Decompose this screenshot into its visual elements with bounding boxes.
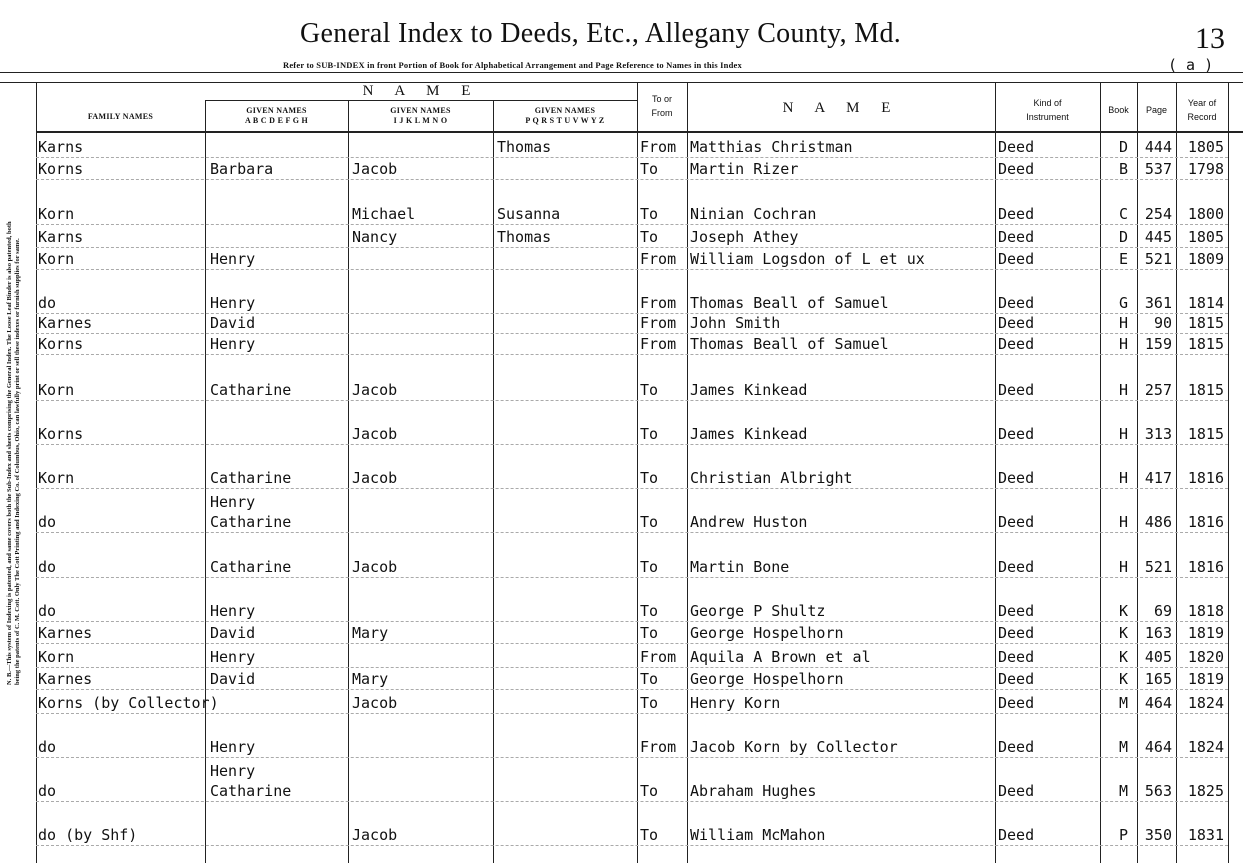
given-names-pz-header [493, 106, 637, 126]
family-name-cell: Korn [38, 250, 75, 268]
row-guide-line [36, 224, 1228, 225]
book-cell: K [1118, 648, 1128, 666]
page-cell: 254 [1144, 205, 1172, 223]
given-name-io-cell: Jacob [352, 694, 398, 712]
year-cell: 1816 [1187, 469, 1224, 487]
family-name-cell: Karnes [38, 670, 93, 688]
given-name-ah-cell: Catharine [210, 381, 292, 399]
instrument-kind-cell: Deed [998, 558, 1035, 576]
year-cell: 1809 [1187, 250, 1224, 268]
year-cell: 1815 [1187, 335, 1224, 353]
given-name-io-cell: Jacob [352, 160, 398, 178]
party-name-cell: Martin Rizer [690, 160, 799, 178]
given-name-ah-cell: Henry [210, 250, 256, 268]
name-right-header: N A M E [782, 100, 900, 116]
family-name-cell: Karnes [38, 624, 93, 642]
instrument-kind-cell: Deed [998, 335, 1035, 353]
book-cell: P [1118, 826, 1128, 844]
given-name-ah-cell: Catharine [210, 558, 292, 576]
row-guide-line [36, 354, 1228, 355]
family-name-cell: Korn [38, 381, 75, 399]
year-cell: 1815 [1187, 314, 1224, 332]
family-name-cell: Korns [38, 425, 84, 443]
year-cell: 1805 [1187, 138, 1224, 156]
page-cell: 537 [1144, 160, 1172, 178]
party-name-cell: John Smith [690, 314, 781, 332]
party-name-cell: Thomas Beall of Samuel [690, 335, 889, 353]
book-cell: E [1118, 250, 1128, 268]
instrument-kind-cell: Deed [998, 624, 1035, 642]
party-name-cell: William McMahon [690, 826, 826, 844]
book-cell: H [1118, 314, 1128, 332]
party-name-cell: Matthias Christman [690, 138, 853, 156]
to-from-cell: To [640, 160, 659, 178]
to-from-cell: From [640, 314, 677, 332]
given-name-pz-cell: Susanna [497, 205, 561, 223]
given-name-ah-cell: Henry [210, 738, 256, 756]
page-cell: 464 [1144, 738, 1172, 756]
page-cell: 69 [1153, 602, 1172, 620]
given-name-ah-cell: Catharine [210, 782, 292, 800]
to-from-cell: To [640, 782, 659, 800]
page-cell: 486 [1144, 513, 1172, 531]
party-name-cell: James Kinkead [690, 425, 808, 443]
to-from-header [637, 92, 687, 120]
party-name-cell: Martin Bone [690, 558, 790, 576]
row-guide-line [36, 757, 1228, 758]
given-name-ah-cell: Henry [210, 493, 256, 511]
instrument-kind-cell: Deed [998, 381, 1035, 399]
row-guide-line [36, 157, 1228, 158]
party-name-cell: Abraham Hughes [690, 782, 817, 800]
family-name-cell: Korns [38, 160, 84, 178]
col-divider [1176, 82, 1177, 863]
to-from-cell: From [640, 250, 677, 268]
to-from-cell: From [640, 294, 677, 312]
family-name-cell: do [38, 782, 57, 800]
party-name-cell: Joseph Athey [690, 228, 799, 246]
instrument-kind-cell: Deed [998, 228, 1035, 246]
party-name-cell: Christian Albright [690, 469, 853, 487]
instrument-kind-cell: Deed [998, 138, 1035, 156]
instrument-kind-cell: Deed [998, 694, 1035, 712]
col-divider [348, 100, 349, 863]
to-from-cell: From [640, 335, 677, 353]
family-name-cell: do [38, 294, 57, 312]
book-cell: H [1118, 469, 1128, 487]
given-name-io-cell: Jacob [352, 826, 398, 844]
page-cell: 313 [1144, 425, 1172, 443]
book-cell: M [1118, 782, 1128, 800]
given-name-io-cell: Jacob [352, 381, 398, 399]
col-divider [1228, 82, 1229, 863]
family-name-cell: do [38, 738, 57, 756]
instrument-kind-cell: Deed [998, 738, 1035, 756]
party-name-cell: George Hospelhorn [690, 670, 844, 688]
name-group-header: N A M E [362, 83, 480, 99]
side-note [4, 215, 28, 685]
book-cell: G [1118, 294, 1128, 312]
family-names-header: FAMILY NAMES [87, 112, 154, 121]
family-name-cell: Karns [38, 228, 84, 246]
page-title: General Index to Deeds, Etc., Allegany County, Md. [300, 18, 902, 49]
row-guide-line [36, 269, 1228, 270]
to-from-line2: From [651, 108, 673, 118]
col-divider [687, 82, 688, 863]
to-from-cell: From [640, 138, 677, 156]
party-name-cell: Jacob Korn by Collector [690, 738, 898, 756]
given-name-ah-cell: David [210, 314, 256, 332]
page-subtitle: Refer to SUB-INDEX in front Portion of Book for Alphabetical Arrangement and Page Reference to Names in this Index [283, 60, 742, 70]
given-name-ah-cell: Catharine [210, 469, 292, 487]
to-from-cell: To [640, 469, 659, 487]
given-name-ah-cell: Catharine [210, 513, 292, 531]
given-name-io-cell: Mary [352, 670, 389, 688]
row-guide-line [36, 667, 1228, 668]
top-rule [0, 72, 1243, 73]
page-cell: 521 [1144, 250, 1172, 268]
given-names-ah-header [205, 106, 348, 126]
year-cell: 1800 [1187, 205, 1224, 223]
book-cell: K [1118, 670, 1128, 688]
party-name-cell: James Kinkead [690, 381, 808, 399]
given-name-ah-cell: Barbara [210, 160, 274, 178]
col-divider [205, 100, 206, 863]
col-divider [637, 82, 638, 863]
page-cell: 350 [1144, 826, 1172, 844]
year-cell: 1816 [1187, 558, 1224, 576]
book-cell: M [1118, 694, 1128, 712]
row-guide-line [36, 333, 1228, 334]
to-from-cell: To [640, 558, 659, 576]
name-group-rule [205, 100, 637, 101]
instrument-kind-cell: Deed [998, 648, 1035, 666]
year-cell: 1819 [1187, 624, 1224, 642]
row-guide-line [36, 643, 1228, 644]
family-name-cell: Korn [38, 648, 75, 666]
to-from-cell: To [640, 624, 659, 642]
row-guide-line [36, 713, 1228, 714]
page-header: Page [1145, 105, 1168, 115]
row-guide-line [36, 179, 1228, 180]
col-divider [36, 82, 37, 863]
year-cell: 1819 [1187, 670, 1224, 688]
family-name-cell: Korns (by Collector) [38, 694, 219, 712]
given-names-title: GIVEN NAMES [246, 106, 307, 115]
row-guide-line [36, 532, 1228, 533]
kind-line1: Kind of [1033, 98, 1062, 108]
given-names-letters: I J K L M N O [393, 116, 448, 125]
instrument-kind-cell: Deed [998, 670, 1035, 688]
given-name-io-cell: Nancy [352, 228, 398, 246]
given-name-pz-cell: Thomas [497, 228, 552, 246]
year-cell: 1805 [1187, 228, 1224, 246]
book-cell: B [1118, 160, 1128, 178]
given-name-io-cell: Michael [352, 205, 416, 223]
party-name-cell: Thomas Beall of Samuel [690, 294, 889, 312]
row-guide-line [36, 400, 1228, 401]
party-name-cell: Andrew Huston [690, 513, 808, 531]
page-cell: 257 [1144, 381, 1172, 399]
instrument-kind-cell: Deed [998, 314, 1035, 332]
given-names-letters: A B C D E F G H [244, 116, 309, 125]
party-name-cell: George P Shultz [690, 602, 826, 620]
given-name-io-cell: Mary [352, 624, 389, 642]
instrument-kind-cell: Deed [998, 205, 1035, 223]
year-cell: 1820 [1187, 648, 1224, 666]
book-cell: H [1118, 381, 1128, 399]
given-name-ah-cell: Henry [210, 294, 256, 312]
given-name-io-cell: Jacob [352, 425, 398, 443]
party-name-cell: Ninian Cochran [690, 205, 817, 223]
year-cell: 1825 [1187, 782, 1224, 800]
year-cell: 1815 [1187, 425, 1224, 443]
book-cell: H [1118, 335, 1128, 353]
row-guide-line [36, 621, 1228, 622]
to-from-line1: To or [651, 94, 672, 104]
instrument-kind-cell: Deed [998, 826, 1035, 844]
family-name-cell: do [38, 558, 57, 576]
book-cell: H [1118, 513, 1128, 531]
page-cell: 464 [1144, 694, 1172, 712]
given-name-ah-cell: Henry [210, 762, 256, 780]
year-cell: 1798 [1187, 160, 1224, 178]
page-cell: 445 [1144, 228, 1172, 246]
given-names-title: GIVEN NAMES [390, 106, 451, 115]
to-from-cell: To [640, 602, 659, 620]
instrument-kind-cell: Deed [998, 250, 1035, 268]
family-name-cell: Karns [38, 138, 84, 156]
party-name-cell: Henry Korn [690, 694, 781, 712]
page-cell: 165 [1144, 670, 1172, 688]
instrument-kind-cell: Deed [998, 425, 1035, 443]
year-line2: Record [1187, 112, 1217, 122]
to-from-cell: From [640, 738, 677, 756]
to-from-cell: To [640, 205, 659, 223]
page-cell: 563 [1144, 782, 1172, 800]
given-names-io-header [348, 106, 493, 126]
family-name-cell: Korn [38, 205, 75, 223]
family-name-cell: Korns [38, 335, 84, 353]
year-cell: 1831 [1187, 826, 1224, 844]
book-cell: H [1118, 425, 1128, 443]
page-cell: 521 [1144, 558, 1172, 576]
book-cell: H [1118, 558, 1128, 576]
party-name-cell: William Logsdon of L et ux [690, 250, 925, 268]
year-cell: 1815 [1187, 381, 1224, 399]
year-line1: Year of [1187, 98, 1217, 108]
to-from-cell: To [640, 513, 659, 531]
page-number: 13 [1195, 22, 1225, 55]
given-name-ah-cell: Henry [210, 335, 256, 353]
to-from-cell: To [640, 381, 659, 399]
book-cell: D [1118, 138, 1128, 156]
given-name-ah-cell: Henry [210, 648, 256, 666]
header-bottom-rule [36, 131, 1243, 133]
col-divider [493, 100, 494, 863]
given-names-title: GIVEN NAMES [534, 106, 596, 115]
row-guide-line [36, 488, 1228, 489]
row-guide-line [36, 444, 1228, 445]
party-name-cell: George Hospelhorn [690, 624, 844, 642]
kind-line2: Instrument [1026, 112, 1069, 122]
party-name-cell: Aquila A Brown et al [690, 648, 871, 666]
page-cell: 163 [1144, 624, 1172, 642]
given-name-io-cell: Jacob [352, 469, 398, 487]
page-sub-label: ( a ) [1168, 56, 1214, 74]
page-cell: 90 [1153, 314, 1172, 332]
year-cell: 1818 [1187, 602, 1224, 620]
given-name-ah-cell: David [210, 624, 256, 642]
year-header [1176, 96, 1228, 124]
book-cell: M [1118, 738, 1128, 756]
book-cell: K [1118, 602, 1128, 620]
to-from-cell: To [640, 425, 659, 443]
instrument-kind-cell: Deed [998, 294, 1035, 312]
family-name-cell: do [38, 513, 57, 531]
kind-header [995, 96, 1100, 124]
instrument-kind-cell: Deed [998, 782, 1035, 800]
page-cell: 361 [1144, 294, 1172, 312]
instrument-kind-cell: Deed [998, 469, 1035, 487]
page-cell: 444 [1144, 138, 1172, 156]
given-names-letters: P Q R S T U V W Y Z [525, 116, 605, 125]
to-from-cell: To [640, 670, 659, 688]
col-divider [1137, 82, 1138, 863]
family-name-cell: do (by Shf) [38, 826, 138, 844]
given-name-io-cell: Jacob [352, 558, 398, 576]
instrument-kind-cell: Deed [998, 513, 1035, 531]
family-name-cell: Korn [38, 469, 75, 487]
given-name-ah-cell: David [210, 670, 256, 688]
page-cell: 417 [1144, 469, 1172, 487]
book-header: Book [1108, 105, 1129, 115]
row-guide-line [36, 247, 1228, 248]
year-cell: 1814 [1187, 294, 1224, 312]
row-guide-line [36, 845, 1228, 846]
family-name-cell: Karnes [38, 314, 93, 332]
to-from-cell: To [640, 826, 659, 844]
to-from-cell: From [640, 648, 677, 666]
year-cell: 1824 [1187, 738, 1224, 756]
row-guide-line [36, 689, 1228, 690]
to-from-cell: To [640, 228, 659, 246]
instrument-kind-cell: Deed [998, 602, 1035, 620]
book-cell: K [1118, 624, 1128, 642]
year-cell: 1816 [1187, 513, 1224, 531]
to-from-cell: To [640, 694, 659, 712]
page-cell: 159 [1144, 335, 1172, 353]
side-note-text: N. B.—This system of Indexing is patented, and same covers both the Sub-Index and sheets comprising the General Index. The Loose Leaf Binder is also patented, both being the patents of C. M. Cott. Only The Cott Printing and Indexing Co. of Columbus, Ohio, can lawfully print or sell these indexes or furnish supplies for same. [6, 221, 21, 685]
book-cell: D [1118, 228, 1128, 246]
row-guide-line [36, 801, 1228, 802]
instrument-kind-cell: Deed [998, 160, 1035, 178]
family-name-cell: do [38, 602, 57, 620]
given-name-ah-cell: Henry [210, 602, 256, 620]
book-cell: C [1118, 205, 1128, 223]
page-cell: 405 [1144, 648, 1172, 666]
given-name-pz-cell: Thomas [497, 138, 552, 156]
col-divider [995, 82, 996, 863]
col-divider [1100, 82, 1101, 863]
row-guide-line [36, 577, 1228, 578]
year-cell: 1824 [1187, 694, 1224, 712]
